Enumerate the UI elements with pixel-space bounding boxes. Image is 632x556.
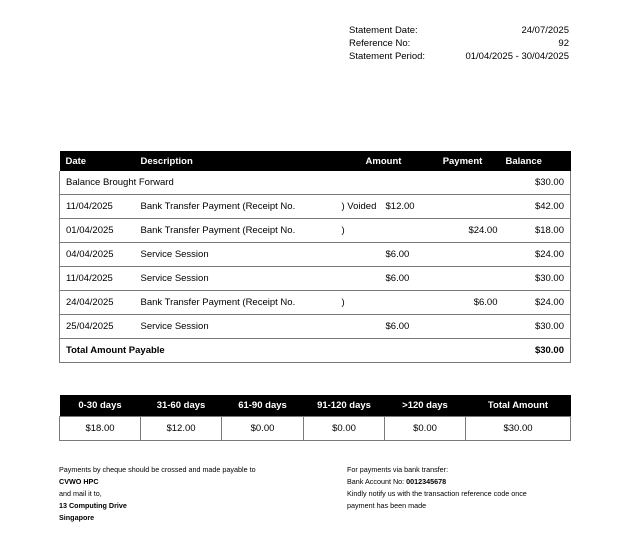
bank-account-label: Bank Account No:	[347, 477, 407, 486]
aging-value-31-60: $12.00	[141, 417, 222, 441]
opening-balance-row	[60, 171, 571, 195]
reference-label: Reference No:	[349, 38, 411, 49]
cheque-instruction-line: Payments by cheque should be crossed and made payable to	[59, 465, 256, 474]
table-row	[60, 243, 571, 267]
statement-date-label: Statement Date:	[349, 25, 418, 36]
total-row	[60, 339, 571, 363]
row-date: 11/04/2025	[60, 195, 135, 219]
bank-transfer-instructions	[347, 464, 527, 512]
header-amount: Amount	[342, 151, 426, 171]
table-row	[60, 267, 571, 291]
bank-account-number: 0012345678	[406, 477, 447, 486]
header-balance: Balance	[500, 151, 571, 171]
row-amount	[342, 195, 426, 219]
aging-header-over-120: >120 days	[385, 395, 466, 417]
row-date: 11/04/2025	[60, 267, 135, 291]
row-description: Service Session	[135, 243, 342, 267]
statement-date-row	[349, 24, 569, 37]
row-amount	[342, 267, 426, 291]
statement-header-row	[60, 151, 571, 171]
aging-value-61-90: $0.00	[222, 417, 304, 441]
aging-table	[59, 395, 571, 441]
row-amount-value: $6.00	[385, 273, 410, 284]
cheque-payee: CVWO HPC	[59, 477, 99, 486]
row-date: 25/04/2025	[60, 315, 135, 339]
statement-date-value: 24/07/2025	[521, 25, 569, 36]
row-description: Bank Transfer Payment (Receipt No.	[135, 291, 342, 315]
mailing-address-line2: Singapore	[59, 513, 95, 522]
aging-value-total: $30.00	[466, 417, 571, 441]
aging-value-0-30: $18.00	[60, 417, 141, 441]
row-payment	[426, 243, 500, 267]
reference-row	[349, 37, 569, 50]
cheque-payment-instructions	[59, 464, 256, 524]
row-amount	[342, 243, 426, 267]
aging-header-61-90: 61-90 days	[222, 395, 304, 417]
row-balance: $24.00	[500, 291, 571, 315]
row-payment: $24.00	[426, 219, 500, 243]
statement-meta	[349, 24, 569, 63]
row-balance: $30.00	[500, 267, 571, 291]
bank-account-line	[347, 476, 527, 488]
row-date: 24/04/2025	[60, 291, 135, 315]
row-payment	[426, 195, 500, 219]
row-amount-value: $6.00	[385, 249, 410, 260]
row-payment	[426, 315, 500, 339]
row-amount-prefix: ) Voided	[341, 201, 377, 212]
row-amount	[342, 219, 426, 243]
aging-header-total: Total Amount	[466, 395, 571, 417]
header-description: Description	[135, 151, 342, 171]
row-payment	[426, 267, 500, 291]
row-amount	[342, 315, 426, 339]
cheque-mail-line: and mail it to,	[59, 489, 102, 498]
aging-value-over-120: $0.00	[385, 417, 466, 441]
table-row	[60, 315, 571, 339]
total-value: $30.00	[500, 339, 571, 363]
statement-period-label: Statement Period:	[349, 51, 426, 62]
aging-header-0-30: 0-30 days	[60, 395, 141, 417]
total-label: Total Amount Payable	[60, 339, 500, 363]
row-date: 04/04/2025	[60, 243, 135, 267]
row-amount-value: $12.00	[385, 201, 415, 212]
notify-line-2: payment has been made	[347, 501, 427, 510]
opening-balance-value: $30.00	[500, 171, 571, 195]
table-row	[60, 219, 571, 243]
statement-period-row	[349, 50, 569, 63]
table-row	[60, 195, 571, 219]
reference-value: 92	[558, 38, 569, 49]
aging-header-31-60: 31-60 days	[141, 395, 222, 417]
statement-period-value: 01/04/2025 - 30/04/2025	[465, 51, 569, 62]
mailing-address-line1: 13 Computing Drive	[59, 501, 127, 510]
row-description: Bank Transfer Payment (Receipt No.	[135, 219, 342, 243]
row-date: 01/04/2025	[60, 219, 135, 243]
aging-header-row	[60, 395, 571, 417]
opening-balance-label: Balance Brought Forward	[60, 171, 500, 195]
table-row	[60, 291, 571, 315]
row-payment: $6.00	[426, 291, 500, 315]
row-description: Service Session	[135, 315, 342, 339]
row-amount-prefix: )	[341, 297, 345, 308]
row-description: Service Session	[135, 267, 342, 291]
aging-value-91-120: $0.00	[304, 417, 385, 441]
row-amount	[342, 291, 426, 315]
row-balance: $18.00	[500, 219, 571, 243]
row-balance: $30.00	[500, 315, 571, 339]
row-amount-prefix: )	[341, 225, 345, 236]
header-payment: Payment	[426, 151, 500, 171]
bank-transfer-line: For payments via bank transfer:	[347, 465, 449, 474]
statement-table	[59, 151, 571, 363]
aging-header-91-120: 91-120 days	[304, 395, 385, 417]
row-amount-value: $6.00	[385, 321, 410, 332]
aging-values-row	[60, 417, 571, 441]
row-balance: $24.00	[500, 243, 571, 267]
row-description: Bank Transfer Payment (Receipt No.	[135, 195, 342, 219]
header-date: Date	[60, 151, 135, 171]
notify-line: Kindly notify us with the transaction reference code once	[347, 489, 527, 498]
row-balance: $42.00	[500, 195, 571, 219]
